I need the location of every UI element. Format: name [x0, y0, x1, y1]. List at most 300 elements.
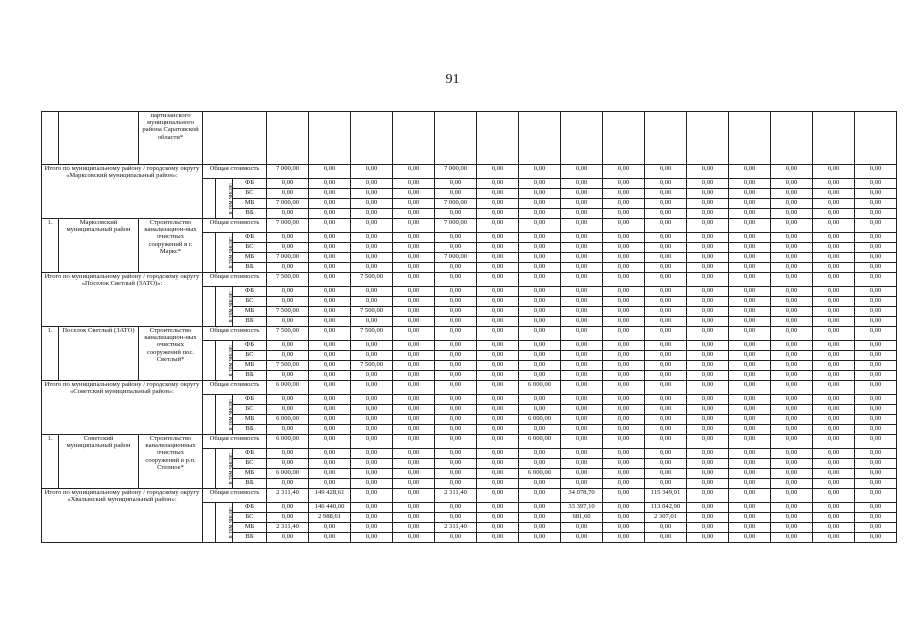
value-cell: 0,00 — [687, 425, 729, 435]
value-cell: 0,00 — [477, 489, 519, 503]
value-cell: 0,00 — [393, 523, 435, 533]
value-cell: 0,00 — [477, 189, 519, 199]
value-cell: 0,00 — [393, 503, 435, 513]
value-cell: 0,00 — [477, 459, 519, 469]
value-cell: 0,00 — [771, 479, 813, 489]
value-cell: 0,00 — [477, 209, 519, 219]
value-cell: 6 000,00 — [267, 435, 309, 449]
value-cell: 0,00 — [519, 307, 561, 317]
value-cell: 0,00 — [687, 165, 729, 179]
value-cell: 0,00 — [855, 513, 897, 523]
value-cell: 0,00 — [687, 233, 729, 243]
value-cell: 0,00 — [813, 209, 855, 219]
value-cell: 0,00 — [771, 361, 813, 371]
value-cell: 0,00 — [561, 533, 603, 543]
value-cell: 0,00 — [351, 395, 393, 405]
v-tom-chisle-text: в том числе: — [228, 345, 235, 377]
value-cell: 0,00 — [561, 327, 603, 341]
item-district: Советский муниципальный район — [59, 435, 139, 489]
value-cell: 0,00 — [561, 199, 603, 209]
value-cell: 0,00 — [687, 371, 729, 381]
value-cell: 0,00 — [687, 199, 729, 209]
value-cell: 0,00 — [729, 371, 771, 381]
value-cell: 0,00 — [855, 395, 897, 405]
value-cell: 0,00 — [477, 341, 519, 351]
value-cell: 0,00 — [435, 273, 477, 287]
value-cell: 0,00 — [813, 199, 855, 209]
value-cell: 0,00 — [687, 327, 729, 341]
value-cell: 0,00 — [561, 219, 603, 233]
value-cell: 0,00 — [267, 179, 309, 189]
value-cell: 0,00 — [435, 469, 477, 479]
value-cell: 0,00 — [519, 327, 561, 341]
value-cell: 0,00 — [855, 371, 897, 381]
cont-cell — [645, 112, 687, 165]
value-cell: 0,00 — [771, 523, 813, 533]
value-cell: 0,00 — [645, 165, 687, 179]
value-cell: 0,00 — [771, 243, 813, 253]
value-cell: 0,00 — [309, 189, 351, 199]
value-cell: 0,00 — [687, 435, 729, 449]
value-cell: 0,00 — [687, 253, 729, 263]
section-total-row — [42, 273, 897, 287]
v-tom-chisle-text: в том числе: — [228, 399, 235, 431]
value-cell: 0,00 — [687, 273, 729, 287]
value-cell: 0,00 — [855, 179, 897, 189]
value-cell: 0,00 — [393, 513, 435, 523]
value-cell: 0,00 — [519, 523, 561, 533]
value-cell: 0,00 — [351, 233, 393, 243]
cont-cell — [687, 112, 729, 165]
value-cell: 0,00 — [561, 273, 603, 287]
value-cell: 2 311,40 — [435, 489, 477, 503]
value-cell: 0,00 — [351, 523, 393, 533]
value-cell: 0,00 — [393, 533, 435, 543]
value-cell: 0,00 — [855, 459, 897, 469]
fund-label: МБ — [233, 307, 267, 317]
value-cell: 0,00 — [687, 351, 729, 361]
cont-cell — [519, 112, 561, 165]
value-cell: 7 500,00 — [351, 361, 393, 371]
section-title: Итого по муниципальному району / городскому округу «Советский муниципальный район»: — [42, 381, 203, 435]
value-cell: 0,00 — [603, 341, 645, 351]
value-cell: 0,00 — [309, 317, 351, 327]
section-total-row — [42, 219, 897, 233]
fund-label: БС — [233, 297, 267, 307]
value-cell: 0,00 — [687, 189, 729, 199]
value-cell: 0,00 — [645, 199, 687, 209]
value-cell: 0,00 — [393, 489, 435, 503]
value-cell: 0,00 — [351, 405, 393, 415]
value-cell: 0,00 — [729, 165, 771, 179]
value-cell: 0,00 — [435, 533, 477, 543]
value-cell: 0,00 — [309, 243, 351, 253]
value-cell: 0,00 — [687, 533, 729, 543]
value-cell: 0,00 — [477, 513, 519, 523]
value-cell: 0,00 — [813, 317, 855, 327]
v-tom-chisle-text: в том числе: — [228, 453, 235, 485]
value-cell: 0,00 — [813, 371, 855, 381]
value-cell: 0,00 — [519, 233, 561, 243]
value-cell: 0,00 — [729, 361, 771, 371]
value-cell: 0,00 — [561, 165, 603, 179]
value-cell: 0,00 — [645, 449, 687, 459]
value-cell: 0,00 — [477, 273, 519, 287]
value-cell: 0,00 — [813, 297, 855, 307]
value-cell: 0,00 — [393, 381, 435, 395]
value-cell: 0,00 — [645, 243, 687, 253]
value-cell: 115 349,91 — [645, 489, 687, 503]
cont-cell — [771, 112, 813, 165]
value-cell: 7 500,00 — [267, 361, 309, 371]
value-cell: 0,00 — [393, 415, 435, 425]
value-cell: 0,00 — [561, 317, 603, 327]
value-cell: 7 000,00 — [267, 253, 309, 263]
value-cell: 7 000,00 — [435, 253, 477, 263]
value-cell: 7 000,00 — [435, 165, 477, 179]
value-cell: 0,00 — [855, 351, 897, 361]
value-cell: 0,00 — [687, 219, 729, 233]
value-cell: 0,00 — [603, 273, 645, 287]
value-cell: 0,00 — [519, 287, 561, 297]
value-cell: 0,00 — [393, 361, 435, 371]
spacer-cell — [203, 179, 216, 219]
value-cell: 0,00 — [813, 479, 855, 489]
value-cell: 0,00 — [645, 307, 687, 317]
v-tom-chisle-text: в том числе: — [228, 237, 235, 269]
value-cell: 0,00 — [351, 219, 393, 233]
value-cell: 0,00 — [561, 209, 603, 219]
value-cell: 0,00 — [687, 523, 729, 533]
total-cost-label: Общая стоимость — [203, 219, 267, 233]
value-cell: 0,00 — [351, 287, 393, 297]
value-cell: 0,00 — [393, 435, 435, 449]
value-cell: 0,00 — [393, 209, 435, 219]
value-cell: 0,00 — [771, 449, 813, 459]
value-cell: 0,00 — [771, 233, 813, 243]
value-cell: 0,00 — [603, 263, 645, 273]
value-cell: 0,00 — [435, 307, 477, 317]
value-cell: 0,00 — [393, 469, 435, 479]
value-cell: 0,00 — [813, 243, 855, 253]
fund-label: ФБ — [233, 395, 267, 405]
value-cell: 0,00 — [309, 459, 351, 469]
value-cell: 0,00 — [813, 273, 855, 287]
value-cell: 0,00 — [309, 523, 351, 533]
section-title: Итого по муниципальному району / городскому округу «Поселок Светлый (ЗАТО)»: — [42, 273, 203, 327]
value-cell: 0,00 — [519, 513, 561, 523]
value-cell: 0,00 — [771, 263, 813, 273]
total-cost-label: Общая стоимость — [203, 327, 267, 341]
value-cell: 0,00 — [393, 199, 435, 209]
value-cell: 0,00 — [603, 489, 645, 503]
value-cell: 0,00 — [729, 395, 771, 405]
value-cell: 0,00 — [309, 449, 351, 459]
value-cell: 0,00 — [855, 523, 897, 533]
value-cell: 0,00 — [561, 307, 603, 317]
value-cell: 0,00 — [855, 489, 897, 503]
value-cell: 0,00 — [603, 361, 645, 371]
fund-label: ВБ — [233, 371, 267, 381]
value-cell: 0,00 — [267, 189, 309, 199]
value-cell: 146 440,00 — [309, 503, 351, 513]
value-cell: 0,00 — [309, 381, 351, 395]
value-cell: 0,00 — [519, 243, 561, 253]
value-cell: 0,00 — [561, 189, 603, 199]
value-cell: 0,00 — [519, 371, 561, 381]
value-cell: 0,00 — [435, 405, 477, 415]
value-cell: 6 000,00 — [267, 381, 309, 395]
value-cell: 0,00 — [603, 253, 645, 263]
section-total-row — [42, 381, 897, 395]
value-cell: 0,00 — [267, 209, 309, 219]
value-cell: 0,00 — [645, 425, 687, 435]
value-cell: 0,00 — [771, 199, 813, 209]
value-cell: 0,00 — [561, 395, 603, 405]
value-cell: 0,00 — [435, 263, 477, 273]
value-cell: 0,00 — [855, 415, 897, 425]
value-cell: 0,00 — [729, 489, 771, 503]
fund-label: БС — [233, 405, 267, 415]
value-cell: 0,00 — [309, 199, 351, 209]
value-cell: 149 428,61 — [309, 489, 351, 503]
value-cell: 0,00 — [729, 341, 771, 351]
value-cell: 6 000,00 — [267, 469, 309, 479]
value-cell: 0,00 — [771, 287, 813, 297]
value-cell: 0,00 — [435, 327, 477, 341]
v-tom-chisle-text: в том числе: — [228, 507, 235, 539]
value-cell: 0,00 — [855, 479, 897, 489]
value-cell: 0,00 — [729, 317, 771, 327]
value-cell: 0,00 — [435, 503, 477, 513]
value-cell: 0,00 — [687, 263, 729, 273]
value-cell: 0,00 — [603, 351, 645, 361]
value-cell: 0,00 — [855, 165, 897, 179]
value-cell: 0,00 — [519, 395, 561, 405]
value-cell: 0,00 — [771, 209, 813, 219]
fund-label: МБ — [233, 523, 267, 533]
value-cell: 0,00 — [855, 533, 897, 543]
spacer-cell — [203, 287, 216, 327]
value-cell: 0,00 — [687, 489, 729, 503]
value-cell: 0,00 — [477, 503, 519, 513]
value-cell: 0,00 — [435, 341, 477, 351]
value-cell: 0,00 — [519, 199, 561, 209]
v-tom-chisle-label — [216, 503, 233, 543]
fund-label: ВБ — [233, 209, 267, 219]
value-cell: 0,00 — [351, 243, 393, 253]
value-cell: 0,00 — [561, 435, 603, 449]
value-cell: 0,00 — [771, 189, 813, 199]
value-cell: 0,00 — [393, 425, 435, 435]
value-cell: 0,00 — [309, 263, 351, 273]
value-cell: 0,00 — [351, 263, 393, 273]
fund-label: ФБ — [233, 179, 267, 189]
value-cell: 0,00 — [603, 425, 645, 435]
value-cell: 2 311,40 — [267, 489, 309, 503]
value-cell: 0,00 — [519, 189, 561, 199]
section-title: Итого по муниципальному району / городскому округу «Хвалынский муниципальный район»: — [42, 489, 203, 543]
value-cell: 0,00 — [309, 341, 351, 351]
value-cell: 0,00 — [351, 415, 393, 425]
value-cell: 0,00 — [771, 165, 813, 179]
cont-cell — [351, 112, 393, 165]
value-cell: 6 000,00 — [519, 469, 561, 479]
fund-label: МБ — [233, 469, 267, 479]
value-cell: 0,00 — [561, 459, 603, 469]
value-cell: 0,00 — [477, 243, 519, 253]
value-cell: 0,00 — [687, 317, 729, 327]
page-number: 91 — [445, 72, 460, 87]
cont-cell — [393, 112, 435, 165]
value-cell: 0,00 — [309, 327, 351, 341]
value-cell: 0,00 — [351, 165, 393, 179]
value-cell: 0,00 — [603, 307, 645, 317]
v-tom-chisle-label — [216, 233, 233, 273]
value-cell: 6 000,00 — [519, 415, 561, 425]
value-cell: 0,00 — [477, 233, 519, 243]
value-cell: 0,00 — [813, 341, 855, 351]
item-district: Поселок Светлый (ЗАТО) — [59, 327, 139, 381]
value-cell: 0,00 — [855, 405, 897, 415]
fund-label: ФБ — [233, 503, 267, 513]
value-cell: 0,00 — [645, 317, 687, 327]
fund-label: БС — [233, 351, 267, 361]
value-cell: 33 397,10 — [561, 503, 603, 513]
value-cell: 0,00 — [393, 395, 435, 405]
value-cell: 0,00 — [393, 189, 435, 199]
value-cell: 0,00 — [435, 395, 477, 405]
value-cell: 0,00 — [393, 243, 435, 253]
fund-label: ВБ — [233, 317, 267, 327]
fund-label: БС — [233, 189, 267, 199]
continuation-row — [42, 112, 897, 165]
value-cell: 0,00 — [855, 263, 897, 273]
value-cell: 2 311,40 — [267, 523, 309, 533]
value-cell: 0,00 — [813, 395, 855, 405]
cont-cell — [267, 112, 309, 165]
value-cell: 0,00 — [813, 533, 855, 543]
cont-cell — [435, 112, 477, 165]
value-cell: 0,00 — [771, 327, 813, 341]
value-cell: 0,00 — [267, 351, 309, 361]
value-cell: 7 000,00 — [267, 199, 309, 209]
value-cell: 0,00 — [309, 287, 351, 297]
value-cell: 0,00 — [393, 179, 435, 189]
value-cell: 0,00 — [267, 449, 309, 459]
value-cell: 0,00 — [645, 179, 687, 189]
value-cell: 0,00 — [603, 449, 645, 459]
value-cell: 0,00 — [687, 287, 729, 297]
value-cell: 0,00 — [603, 415, 645, 425]
v-tom-chisle-text: в том числе: — [228, 291, 235, 323]
value-cell: 0,00 — [603, 287, 645, 297]
value-cell: 0,00 — [435, 459, 477, 469]
value-cell: 0,00 — [603, 503, 645, 513]
value-cell: 0,00 — [813, 253, 855, 263]
value-cell: 0,00 — [687, 503, 729, 513]
value-cell: 0,00 — [435, 425, 477, 435]
value-cell: 0,00 — [309, 395, 351, 405]
spacer-cell — [203, 449, 216, 489]
fund-label: МБ — [233, 199, 267, 209]
value-cell: 0,00 — [351, 253, 393, 263]
value-cell: 0,00 — [561, 449, 603, 459]
value-cell: 0,00 — [393, 287, 435, 297]
value-cell: 0,00 — [351, 435, 393, 449]
value-cell: 0,00 — [351, 341, 393, 351]
value-cell: 0,00 — [267, 317, 309, 327]
v-tom-chisle-label — [216, 287, 233, 327]
value-cell: 0,00 — [435, 415, 477, 425]
value-cell: 0,00 — [603, 479, 645, 489]
value-cell: 0,00 — [813, 263, 855, 273]
value-cell: 0,00 — [477, 297, 519, 307]
value-cell: 0,00 — [813, 425, 855, 435]
total-cost-label: Общая стоимость — [203, 489, 267, 503]
value-cell: 0,00 — [393, 263, 435, 273]
total-cost-label: Общая стоимость — [203, 273, 267, 287]
value-cell: 7 000,00 — [267, 165, 309, 179]
fund-label: БС — [233, 513, 267, 523]
value-cell: 0,00 — [687, 307, 729, 317]
fund-label: ФБ — [233, 449, 267, 459]
value-cell: 0,00 — [729, 513, 771, 523]
value-cell: 0,00 — [771, 533, 813, 543]
value-cell: 0,00 — [351, 199, 393, 209]
value-cell: 0,00 — [393, 371, 435, 381]
value-cell: 0,00 — [813, 179, 855, 189]
value-cell: 0,00 — [435, 317, 477, 327]
value-cell: 7 500,00 — [351, 273, 393, 287]
value-cell: 0,00 — [645, 189, 687, 199]
value-cell: 0,00 — [435, 233, 477, 243]
value-cell: 0,00 — [771, 395, 813, 405]
value-cell: 0,00 — [267, 425, 309, 435]
v-tom-chisle-label — [216, 179, 233, 219]
value-cell: 0,00 — [561, 287, 603, 297]
value-cell: 0,00 — [771, 341, 813, 351]
value-cell: 0,00 — [309, 233, 351, 243]
fund-label: ВБ — [233, 533, 267, 543]
value-cell: 0,00 — [519, 273, 561, 287]
value-cell: 0,00 — [855, 435, 897, 449]
value-cell: 0,00 — [477, 449, 519, 459]
value-cell: 0,00 — [477, 165, 519, 179]
value-cell: 0,00 — [603, 513, 645, 523]
value-cell: 0,00 — [771, 435, 813, 449]
value-cell: 0,00 — [603, 317, 645, 327]
value-cell: 0,00 — [813, 307, 855, 317]
value-cell: 0,00 — [393, 219, 435, 233]
value-cell: 0,00 — [603, 297, 645, 307]
value-cell: 0,00 — [477, 479, 519, 489]
item-number: 1. — [42, 435, 59, 489]
value-cell: 0,00 — [729, 459, 771, 469]
value-cell: 0,00 — [687, 513, 729, 523]
value-cell: 0,00 — [309, 179, 351, 189]
value-cell: 0,00 — [519, 263, 561, 273]
value-cell: 0,00 — [267, 405, 309, 415]
value-cell: 0,00 — [393, 327, 435, 341]
value-cell: 0,00 — [645, 533, 687, 543]
value-cell: 0,00 — [435, 179, 477, 189]
value-cell: 0,00 — [687, 381, 729, 395]
value-cell: 0,00 — [687, 243, 729, 253]
value-cell: 0,00 — [771, 381, 813, 395]
value-cell: 0,00 — [729, 243, 771, 253]
value-cell: 0,00 — [477, 307, 519, 317]
